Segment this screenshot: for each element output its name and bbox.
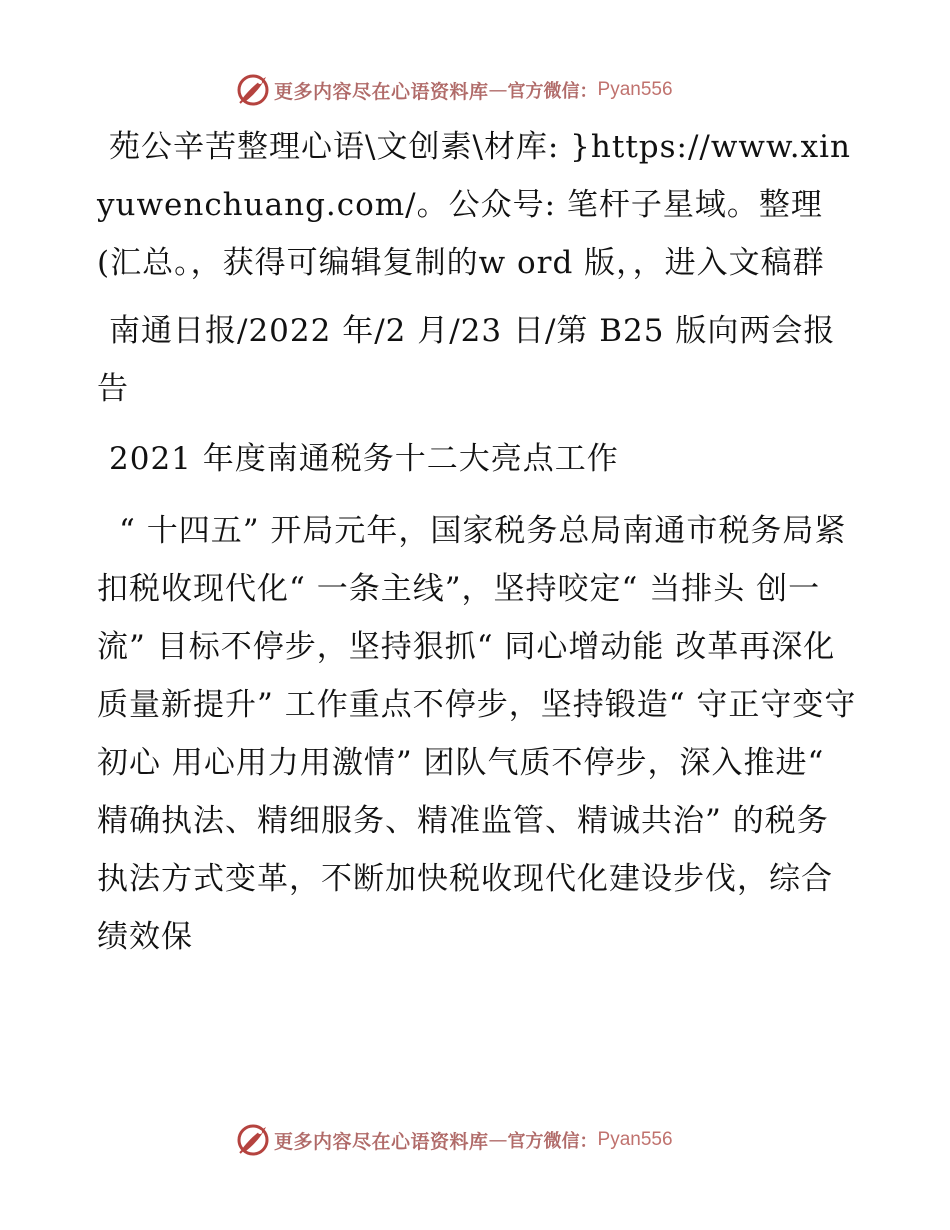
watermark-dash: — bbox=[488, 79, 508, 101]
intro-paragraph: 苑公辛苦整理心语\文创素\材库: }https://www.xinyuwenchuang.com/。公众号: 笔杆子星域。整理(汇总。，获得可编辑复制的w ord 版，，进入文稿群 bbox=[97, 129, 852, 281]
header-watermark-banner bbox=[236, 72, 716, 108]
quill-logo-icon bbox=[236, 73, 270, 107]
watermark-text: 更多内容尽在心语资料库 bbox=[274, 80, 489, 103]
body-paragraph: “ 十四五” 开局元年，国家税务总局南通市税务局紧扣税收现代化“ 一条主线”，坚持咬定“ 当排头 创一流” 目标不停步，坚持狠抓“ 同心增动能 改革再深化 质量新提升” 工作重点不停步，坚持锻造“ 守正守变守初心 用心用力用激情” 团队气质不停步，深入推进“ 精确执法、精细服务、精准监管、精诚共治” 的税务执法方式变革，不断加快税收现代化建设步伐，综合绩效保 bbox=[97, 513, 857, 955]
watermark-wechat-id: Pyan556 bbox=[597, 79, 673, 100]
watermark-wechat-id: Pyan556 bbox=[597, 1129, 673, 1150]
watermark-subtext: 官方微信： bbox=[507, 1131, 598, 1152]
footer-watermark-banner bbox=[236, 1122, 716, 1158]
source-line: 南通日报/2022 年/2 月/23 日/第 B25 版向两会报告 bbox=[97, 313, 836, 407]
watermark-dash: — bbox=[488, 1129, 508, 1151]
watermark-subtext: 官方微信： bbox=[507, 81, 598, 102]
article-title: 2021 年度南通税务十二大亮点工作 bbox=[109, 441, 619, 477]
document-body bbox=[97, 118, 857, 966]
watermark-text: 更多内容尽在心语资料库 bbox=[274, 1130, 489, 1153]
quill-logo-icon bbox=[236, 1123, 270, 1157]
